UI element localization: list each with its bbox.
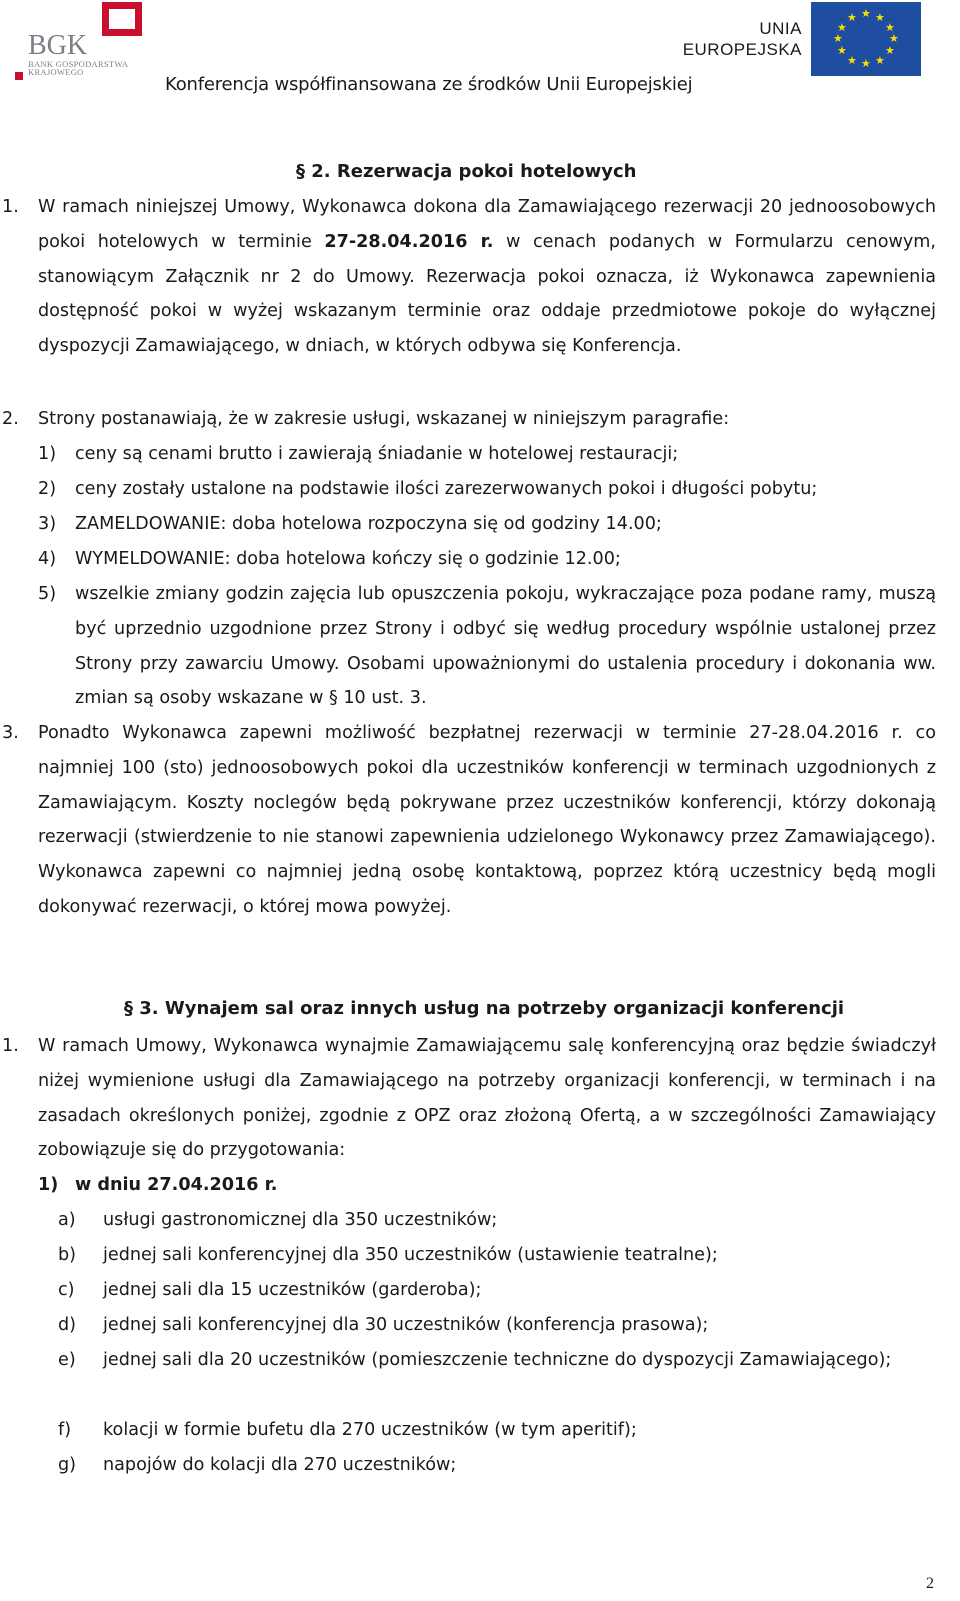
paragraph-number: 1. bbox=[2, 197, 19, 217]
bgk-logo-square bbox=[15, 72, 23, 80]
section-3-title: § 3. Wynajem sal oraz innych usług na potrzeby organizacji konferencji bbox=[124, 998, 845, 1019]
bgk-logo-frame bbox=[102, 2, 142, 36]
list-item-text: ceny są cenami brutto i zawierają śniadanie w hotelowej restauracji; bbox=[75, 444, 679, 464]
eu-logo-line-2: EUROPEJSKA bbox=[682, 40, 802, 59]
page-number: 2 bbox=[926, 1575, 934, 1592]
paragraph-text-part-1: W ramach niniejszej Umowy, Wykonawca dokona dla Zamawiającego rezerwacji 20 jednoosobowych pokoi hotelowych w terminie bbox=[38, 197, 936, 252]
eu-flag-icon: ★ ★ ★ ★ ★ ★ ★ ★ ★ ★ ★ ★ bbox=[811, 2, 921, 76]
day-number: 1) bbox=[38, 1175, 59, 1195]
section-2-paragraph-1 bbox=[0, 190, 960, 400]
letter-item-text: jednej sali dla 15 uczestników (garderoba); bbox=[103, 1280, 482, 1300]
letter-item-marker: c) bbox=[58, 1280, 75, 1300]
paragraph-number: 2. bbox=[2, 409, 19, 429]
section-2-paragraph-2 bbox=[0, 402, 960, 437]
letter-item-marker: b) bbox=[58, 1245, 77, 1265]
paragraph-number: 3. bbox=[2, 723, 19, 743]
reservation-dates: 27-28.04.2016 r. bbox=[324, 231, 494, 252]
letter-item-text: kolacji w formie bufetu dla 270 uczestników (w tym aperitif); bbox=[103, 1420, 637, 1440]
list-item-number: 1) bbox=[38, 444, 57, 464]
paragraph-text: W ramach Umowy, Wykonawca wynajmie Zamawiającemu salę konferencyjną oraz będzie świadczył niżej wymienione usługi dla Zamawiającego na potrzeby organizacji konferencji, w terminach i na zasadach określonych poniżej, zgodnie z OPZ oraz złożoną Ofertą, a w szczególności Zamawiający zobowiązuje się do przygotowania: bbox=[38, 1036, 936, 1161]
bgk-logo-text: BGK bbox=[28, 30, 88, 61]
letter-item-text: jednej sali konferencyjnej dla 350 uczestników (ustawienie teatralne); bbox=[103, 1245, 718, 1265]
letter-item-text: napojów do kolacji dla 270 uczestników; bbox=[103, 1455, 457, 1475]
list-item-text: ceny zostały ustalone na podstawie ilości zarezerwowanych pokoi i długości pobytu; bbox=[75, 479, 818, 499]
letter-item-marker: g) bbox=[58, 1455, 77, 1475]
letter-item-marker: d) bbox=[58, 1315, 77, 1335]
list-item-number: 5) bbox=[38, 584, 57, 604]
letter-item-text: usługi gastronomicznej dla 350 uczestników; bbox=[103, 1210, 498, 1230]
letter-item-marker: f) bbox=[58, 1420, 72, 1440]
eu-logo-text bbox=[668, 18, 802, 60]
paragraph-text bbox=[38, 190, 936, 364]
letter-item-marker: a) bbox=[58, 1210, 76, 1230]
bgk-logo-subtitle bbox=[28, 60, 128, 76]
letter-item-text: jednej sali dla 20 uczestników (pomieszczenie techniczne do dyspozycji Zamawiającego); bbox=[103, 1350, 892, 1370]
list-item-number: 2) bbox=[38, 479, 57, 499]
eu-logo-line-1: UNIA bbox=[759, 19, 802, 38]
letter-item-text: jednej sali konferencyjnej dla 30 uczestników (konferencja prasowa); bbox=[103, 1315, 709, 1335]
list-item-text: wszelkie zmiany godzin zajęcia lub opuszczenia pokoju, wykraczające poza podane ramy, muszą być uprzednio uzgodnione przez Strony i odbyć się według procedury wspólnie ustalonej przez Strony przy zawarciu Umowy. Osobami upoważnionymi do ustalenia procedury i dokonania ww. zmian są osoby wskazane w § 10 ust. 3. bbox=[75, 584, 936, 709]
paragraph-text-part-2: w cenach podanych w Formularzu cenowym, stanowiącym Załącznik nr 2 do Umowy. Rezerwacja pokoi oznacza, iż Wykonawca zapewnienia dostępność pokoi w wyżej wskazanym terminie oraz oddaje przedmiotowe pokoje do wyłącznej dyspozycji Zamawiającego, w dniach, w których odbywa się Konferencja. bbox=[38, 231, 936, 357]
list-item-number: 3) bbox=[38, 514, 57, 534]
section-2-title: § 2. Rezerwacja pokoi hotelowych bbox=[296, 161, 637, 182]
paragraph-text: Ponadto Wykonawca zapewni możliwość bezpłatnej rezerwacji w terminie 27-28.04.2016 r. co najmniej 100 (sto) jednoosobowych pokoi dla uczestników konferencji w terminach uzgodnionych z Zamawiającym. Koszty noclegów będą pokrywane przez uczestników konferencji, którzy dokonają rezerwacji (stwierdzenie to nie stanowi zapewnienia udzielonego Wykonawcy przez Zamawiającego). Wykonawca zapewni co najmniej jedną osobę kontaktową, poprzez którą uczestnicy będą mogli dokonywać rezerwacji, o której mowa powyżej. bbox=[38, 723, 936, 917]
paragraph-text: Strony postanawiają, że w zakresie usługi, wskazanej w niniejszym paragrafie: bbox=[38, 409, 730, 429]
list-item-text: WYMELDOWANIE: doba hotelowa kończy się o godzinie 12.00; bbox=[75, 549, 621, 569]
bgk-logo bbox=[14, 0, 154, 90]
list-item-text: ZAMELDOWANIE: doba hotelowa rozpoczyna się od godziny 14.00; bbox=[75, 514, 662, 534]
page-header bbox=[0, 0, 960, 110]
day-label: w dniu 27.04.2016 r. bbox=[75, 1175, 278, 1195]
bgk-logo-subtitle-line-1: BANK GOSPODARSTWA bbox=[28, 59, 129, 69]
paragraph-number: 1. bbox=[2, 1036, 19, 1056]
list-item-number: 4) bbox=[38, 549, 57, 569]
letter-item-marker: e) bbox=[58, 1350, 76, 1370]
cofinancing-note: Konferencja współfinansowana ze środków Unii Europejskiej bbox=[165, 74, 693, 95]
bgk-logo-subtitle-line-2: KRAJOWEGO bbox=[28, 67, 84, 77]
